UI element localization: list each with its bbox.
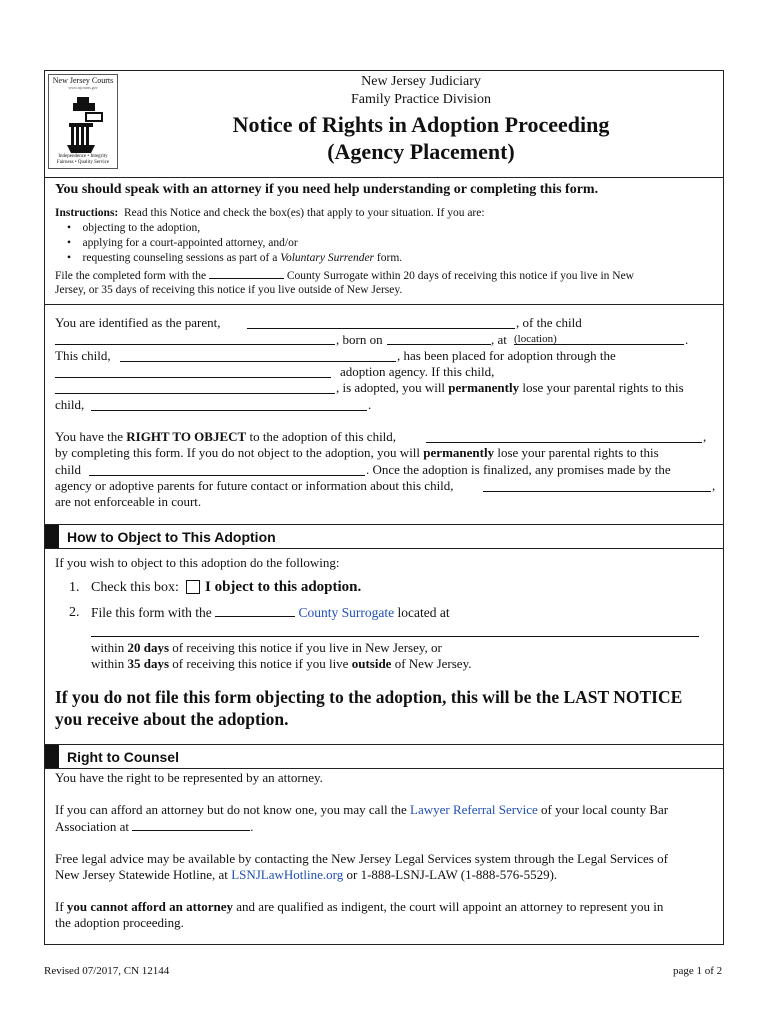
child-name-field-3[interactable] <box>55 393 335 394</box>
child-name-field-7[interactable] <box>483 491 711 492</box>
object-para-line-3: . Once the adoption is finalized, any promises made by the <box>366 462 671 477</box>
logo-title: New Jersey Courts <box>52 76 114 85</box>
permanently-line: , is adopted, you will permanently lose your parental rights to this <box>336 380 684 395</box>
parent-name-field[interactable] <box>247 328 515 329</box>
last-notice-warning-1: If you do not file this form objecting to the adoption, this will be the LAST NOTICE <box>55 687 683 707</box>
child-label: , of the child <box>516 315 582 330</box>
counsel-p2-line2: Association at . <box>55 819 254 834</box>
right-to-object-line: You have the RIGHT TO OBJECT to the adoption of this child, <box>55 429 397 444</box>
county-surrogate-link[interactable]: County Surrogate <box>298 605 395 620</box>
section-marker <box>45 745 59 768</box>
object-checkbox[interactable] <box>186 580 200 594</box>
nj-courts-logo <box>48 74 118 169</box>
counsel-p2-line1: If you can afford an attorney but do not know one, you may call the Lawyer Referral Service of your local county Bar <box>55 802 669 817</box>
at-label: , at <box>491 332 507 347</box>
counsel-p3-line1: Free legal advice may be available by contacting the New Jersey Legal Services system through the Legal Services of <box>55 851 668 866</box>
list-item: • applying for a court-appointed attorney, and/or <box>67 237 298 249</box>
child-name-field-5[interactable] <box>426 442 702 443</box>
logo-url: www.njcourts.gov <box>68 85 98 90</box>
agency-name-field[interactable] <box>55 377 331 378</box>
counsel-p1: You have the right to be represented by an attorney. <box>55 770 323 785</box>
section-marker <box>45 525 59 548</box>
period-2: . <box>368 397 372 412</box>
child-name-field[interactable] <box>55 344 335 345</box>
within-35-days: within 35 days of receiving this notice if you live outside of New Jersey. <box>91 656 472 671</box>
child-label-2: child, <box>55 397 85 412</box>
header-division: Family Practice Division <box>351 92 491 107</box>
page-title: Notice of Rights in Adoption Proceeding <box>232 112 610 137</box>
page-number: page 1 of 2 <box>673 965 723 977</box>
counsel-p4-line2: the adoption proceeding. <box>55 915 184 930</box>
list-item: • objecting to the adoption, <box>67 222 201 234</box>
placed-label: , has been placed for adoption through the <box>397 348 616 363</box>
bar-association-phone-field[interactable] <box>132 819 250 831</box>
step-1-number: 1. <box>69 580 80 595</box>
comma-2: , <box>712 478 716 493</box>
agency-label: adoption agency. If this child, <box>340 364 495 379</box>
last-notice-warning-2: you receive about the adoption. <box>55 709 289 729</box>
child-name-field-6[interactable] <box>89 475 365 476</box>
child-label-3: child <box>55 462 81 477</box>
born-on-label: , born on <box>336 332 383 347</box>
page-subtitle: (Agency Placement) <box>327 139 515 164</box>
section-title-counsel: Right to Counsel <box>67 749 179 765</box>
county-field[interactable] <box>215 605 295 617</box>
file-instruction-1: File the completed form with the County Surrogate within 20 days of receiving this notice if you live in New <box>55 270 634 282</box>
lawyer-referral-link[interactable]: Lawyer Referral Service <box>410 802 538 817</box>
birth-date-field[interactable] <box>387 344 491 345</box>
header-divider <box>45 177 723 178</box>
step-1-text: Check this box: <box>91 580 179 595</box>
location-placeholder: (location) <box>514 333 557 345</box>
intro-divider <box>45 304 723 305</box>
header-judiciary: New Jersey Judiciary <box>361 74 481 89</box>
surrogate-address-field[interactable] <box>91 636 699 637</box>
counsel-p3-line2: New Jersey Statewide Hotline, at LSNJLawHotline.org or 1-888-LSNJ-LAW (1-888-576-5529). <box>55 867 558 882</box>
courthouse-seal-icon <box>63 93 105 155</box>
section-header-counsel <box>45 744 723 769</box>
object-para-line-5: are not enforceable in court. <box>55 494 202 509</box>
lsnj-hotline-link[interactable]: LSNJLawHotline.org <box>231 867 344 882</box>
object-intro: If you wish to object to this adoption do the following: <box>55 555 340 570</box>
period: . <box>685 332 689 347</box>
step-2-number: 2. <box>69 605 80 620</box>
bullet-list <box>67 221 402 266</box>
speak-with-attorney: You should speak with an attorney if you need help understanding or completing this form. <box>55 182 599 197</box>
list-item: • requesting counseling sessions as part of a Voluntary Surrender form. <box>67 252 403 264</box>
object-para-line-4: agency or adoptive parents for future contact or information about this child, <box>55 478 454 493</box>
logo-motto: Independence • Integrity Fairness • Quality Service <box>56 154 110 165</box>
revision-info: Revised 07/2017, CN 12144 <box>44 965 170 977</box>
parent-label: You are identified as the parent, <box>55 315 221 330</box>
surrogate-county-field[interactable] <box>209 268 284 279</box>
instructions: Instructions: Read this Notice and check the box(es) that apply to your situation. If you are: <box>55 207 485 219</box>
file-instruction-2: Jersey, or 35 days of receiving this notice if you live outside of New Jersey. <box>55 284 403 296</box>
step-2-text: File this form with the County Surrogate located at <box>91 605 450 620</box>
child-name-field-4[interactable] <box>91 410 367 411</box>
object-para-line-2: by completing this form. If you do not object to the adoption, you will permanently lose your parental rights to this <box>55 445 659 460</box>
within-20-days: within 20 days of receiving this notice if you live in New Jersey, or <box>91 640 442 655</box>
counsel-p4-line1: If you cannot afford an attorney and are qualified as indigent, the court will appoint an attorney to represent you in <box>55 899 664 914</box>
child-name-field-2[interactable] <box>120 361 396 362</box>
section-header-object <box>45 524 723 549</box>
this-child-label: This child, <box>55 348 111 363</box>
object-checkbox-label: I object to this adoption. <box>205 579 362 595</box>
comma: , <box>703 429 707 444</box>
section-title-object: How to Object to This Adoption <box>67 529 276 545</box>
form-frame <box>44 70 724 945</box>
